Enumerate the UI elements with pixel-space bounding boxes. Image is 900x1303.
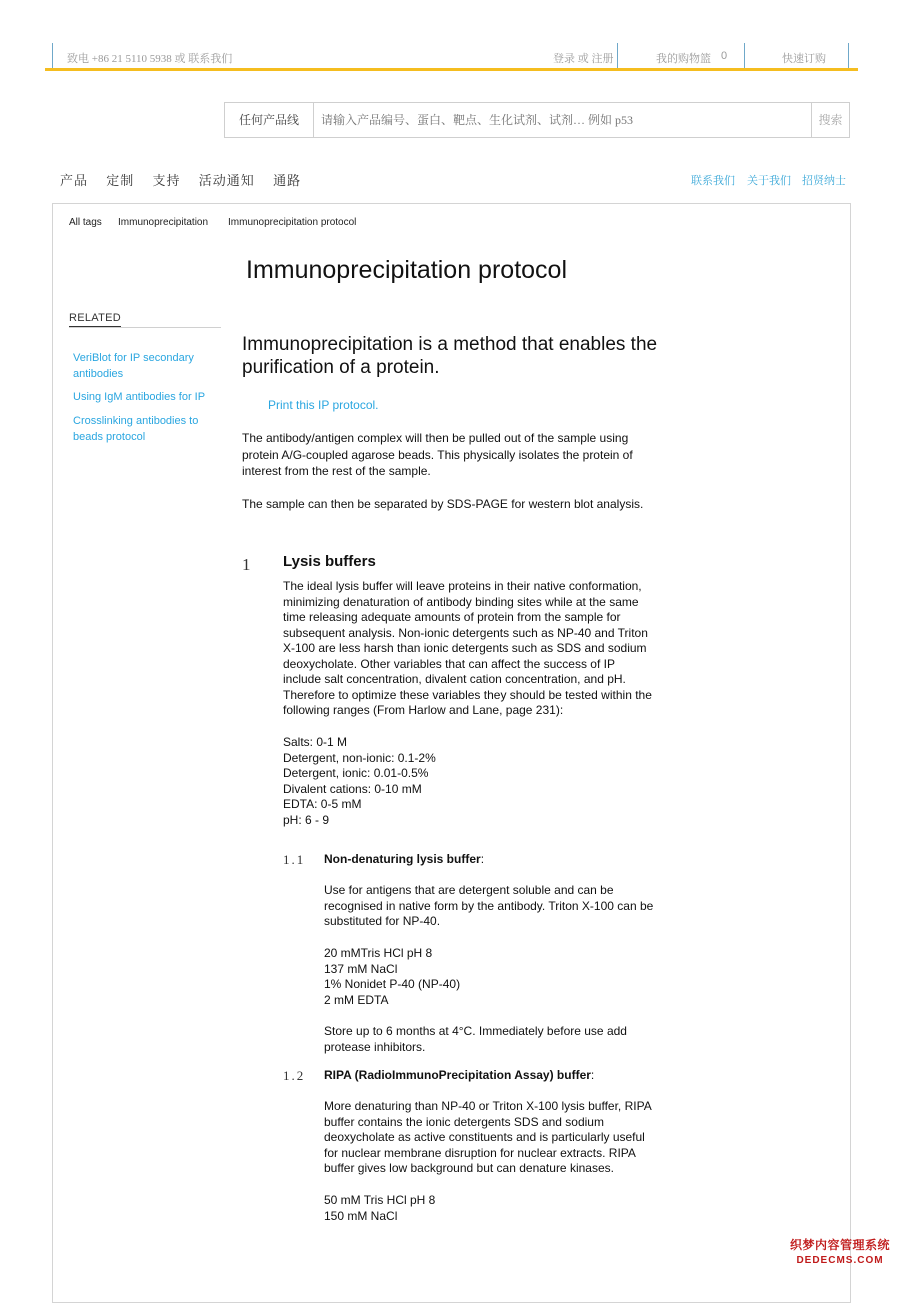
print-protocol-link[interactable]: Print this IP protocol. bbox=[268, 398, 379, 412]
quick-order-link[interactable]: 快速订购 bbox=[782, 53, 826, 65]
substep-title-text: RIPA (RadioImmunoPrecipitation Assay) buffer bbox=[324, 1068, 591, 1082]
search-bar bbox=[224, 102, 850, 138]
related-link-crosslinking[interactable]: Crosslinking antibodies to beads protocol bbox=[73, 415, 199, 443]
accent-bar bbox=[45, 68, 858, 71]
related-link-igm[interactable]: Using IgM antibodies for IP bbox=[73, 391, 206, 403]
breadcrumb-parent[interactable]: Immunoprecipitation bbox=[118, 217, 209, 228]
range-item: EDTA: 0-5 mM bbox=[283, 797, 362, 811]
range-item: Detergent, ionic: 0.01-0.5% bbox=[283, 766, 429, 780]
related-divider bbox=[69, 327, 221, 328]
nav-item-products[interactable]: 产品 bbox=[60, 173, 89, 188]
substep-title: Non-denaturing lysis buffer: bbox=[324, 852, 485, 866]
intro-paragraph-2: The sample can then be separated by SDS-PAGE for western blot analysis. bbox=[242, 497, 644, 511]
divider bbox=[52, 43, 53, 68]
range-item: Salts: 0-1 M bbox=[283, 735, 348, 749]
recipe-item: 150 mM NaCl bbox=[324, 1208, 398, 1223]
range-item: Divalent cations: 0-10 mM bbox=[283, 781, 422, 796]
contact-phone[interactable]: 致电 +86 21 5110 5938 或 联系我们 bbox=[67, 53, 233, 65]
lead-text: Immunoprecipitation is a method that enables the purification of a protein. bbox=[242, 334, 658, 378]
step-title: Lysis buffers bbox=[283, 553, 376, 570]
recipe-item: 20 mMTris HCl pH 8 bbox=[324, 946, 433, 960]
recipe-item: 50 mM Tris HCl pH 8 bbox=[324, 1193, 436, 1207]
intro-paragraph: The antibody/antigen complex will then be pulled out of the sample using protein A/G-coupled agarose beads. This physically isolates the protein of interest from the rest of the sample. bbox=[242, 431, 633, 478]
substep-number: 1.1 bbox=[283, 852, 306, 867]
search-input[interactable] bbox=[321, 103, 811, 137]
range-item: pH: 6 - 9 bbox=[283, 812, 330, 827]
substep-title: RIPA (RadioImmunoPrecipitation Assay) buffer: bbox=[324, 1068, 595, 1082]
cart-count: 0 bbox=[721, 50, 728, 62]
breadcrumb-all-tags[interactable]: All tags bbox=[69, 217, 102, 228]
recipe-list bbox=[324, 1193, 659, 1224]
watermark bbox=[790, 1236, 890, 1266]
nav-item-pathways[interactable]: 通路 bbox=[273, 173, 302, 188]
recipe-list bbox=[324, 946, 659, 1008]
related-heading: RELATED bbox=[69, 312, 122, 324]
recipe-item: 2 mM EDTA bbox=[324, 992, 389, 1007]
nav-item-events[interactable]: 活动通知 bbox=[198, 173, 255, 188]
substep-body: More denaturing than NP-40 or Triton X-100 lysis buffer, RIPA buffer contains the ionic detergents SDS and sodium deoxycholate as active constituents and is particularly useful for nuclear membrane disruption for nuclear extracts. RIPA buffer gives low background but can denature kinases. bbox=[324, 1099, 652, 1175]
related-link-veriblot[interactable]: VeriBlot for IP secondary antibodies bbox=[73, 352, 194, 380]
nav-item-support[interactable]: 支持 bbox=[152, 173, 181, 188]
recipe-item: 137 mM NaCl bbox=[324, 961, 398, 976]
contact-us-link[interactable]: 联系我们 bbox=[691, 175, 735, 187]
nav-item-custom[interactable]: 定制 bbox=[106, 173, 135, 188]
about-us-link[interactable]: 关于我们 bbox=[747, 175, 791, 187]
step-number: 1 bbox=[242, 555, 251, 574]
substep-body: Use for antigens that are detergent soluble and can be recognised in native form by the antibody. Triton X-100 can be substituted for NP-40. bbox=[324, 883, 654, 928]
step-body: The ideal lysis buffer will leave proteins in their native conformation, minimizing denaturation of antibody binding sites while at the same time releasing adequate amounts of protein from the sample for subsequent analysis. Non-ionic detergents such as NP-40 and Triton X-100 are less harsh than ionic detergents such as SDS and sodium deoxycholate. Other variables that can affect the success of IP include salt concentration, divalent cation concentration, and pH. Therefore to optimize these variables they should be tested within the following ranges (From Harlow and Lane, page 231): bbox=[283, 579, 652, 717]
watermark-line2: DEDECMS.COM bbox=[796, 1255, 884, 1266]
related-underline bbox=[69, 326, 121, 327]
page-title: Immunoprecipitation protocol bbox=[246, 256, 567, 284]
login-link[interactable]: 登录 或 注册 bbox=[553, 53, 614, 65]
search-button[interactable]: 搜索 bbox=[811, 103, 849, 137]
substep-title-text: Non-denaturing lysis buffer bbox=[324, 852, 481, 866]
divider bbox=[617, 43, 618, 68]
cart-link[interactable]: 我的购物篮 bbox=[656, 53, 711, 65]
watermark-line1: 织梦内容管理系统 bbox=[790, 1238, 891, 1252]
range-item: Detergent, non-ionic: 0.1-2% bbox=[283, 750, 436, 765]
top-bar bbox=[45, 43, 858, 71]
recipe-item: 1% Nonidet P-40 (NP-40) bbox=[324, 977, 461, 991]
divider bbox=[744, 43, 745, 68]
storage-note: Store up to 6 months at 4°C. Immediately before use add protease inhibitors. bbox=[324, 1024, 627, 1054]
divider bbox=[848, 43, 849, 68]
product-line-select[interactable]: 任何产品线 bbox=[225, 103, 314, 137]
main-nav bbox=[60, 170, 316, 189]
range-list bbox=[283, 735, 436, 828]
breadcrumb-current: Immunoprecipitation protocol bbox=[228, 217, 357, 228]
careers-link[interactable]: 招贤纳士 bbox=[802, 175, 846, 187]
substep-number: 1.2 bbox=[283, 1068, 306, 1083]
